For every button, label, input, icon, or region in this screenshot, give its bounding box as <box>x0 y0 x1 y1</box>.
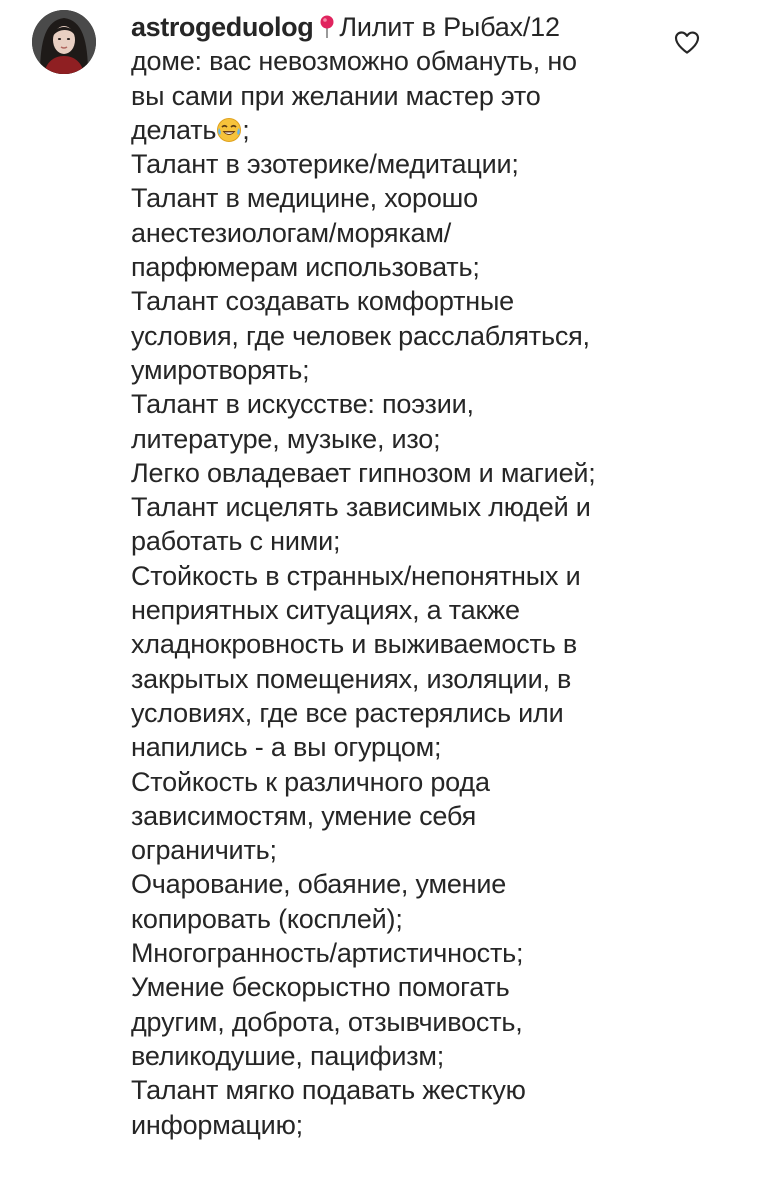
comment-text-line: Талант мягко подавать жесткую <box>131 1075 526 1106</box>
comment-text-line: Стойкость в странных/непонятных и <box>131 560 581 591</box>
comment-text-line: условиях, где все растерялись или <box>131 697 564 728</box>
comment-text-line: вы сами при желании мастер это <box>131 80 541 111</box>
comment-text-line: Умение бескорыстно помогать <box>131 972 510 1003</box>
comment-text-line: Талант в эзотерике/медитации; <box>131 149 519 180</box>
username-link[interactable]: astrogeduolog <box>131 12 314 42</box>
comment-text-line: условия, где человек расслабляться, <box>131 320 590 351</box>
comment-text-line: другим, доброта, отзывчивость, <box>131 1006 523 1037</box>
heart-outline-icon <box>672 27 702 57</box>
comment-body <box>131 10 691 1142</box>
comment-text-line: литературе, музыке, изо; <box>131 423 441 454</box>
comment-text-line: умиротворять; <box>131 354 310 385</box>
comment-text-line: парфюмерам использовать; <box>131 252 480 283</box>
comment-text-line: работать с ними; <box>131 526 341 557</box>
comment-text-line <box>131 113 691 147</box>
comment-header-line <box>131 10 691 44</box>
comment-text-line: Стойкость к различного рода <box>131 766 490 797</box>
comment-text-line: доме: вас невозможно обмануть, но <box>131 46 577 77</box>
comment-text-line: Очарование, обаяние, умение <box>131 869 507 900</box>
comment-text-fragment: делать <box>131 114 217 145</box>
round-pushpin-icon <box>319 13 335 37</box>
comment-text-line: информацию; <box>131 1109 303 1140</box>
comment-text-fragment: ; <box>242 114 250 145</box>
comment-text-line: Талант исцелять зависимых людей и <box>131 492 591 523</box>
comment-text-line: Талант в искусстве: поэзии, <box>131 389 474 420</box>
comment-text-line: неприятных ситуациях, а также <box>131 595 520 626</box>
comment-text-line: хладнокровность и выживаемость в <box>131 629 578 660</box>
tears-of-joy-emoji-icon <box>216 117 242 143</box>
comment-text-line: Легко овладевает гипнозом и магией; <box>131 457 596 488</box>
comment-text-line: копировать (косплей); <box>131 903 403 934</box>
comment-text-line: великодушие, пацифизм; <box>131 1040 445 1071</box>
avatar[interactable] <box>32 10 96 74</box>
avatar-photo <box>32 10 96 74</box>
comment-text-line: Талант создавать комфортные <box>131 286 514 317</box>
comment-text-line: анестезиологам/морякам/ <box>131 217 452 248</box>
comment-text-line: закрытых помещениях, изоляции, в <box>131 663 572 694</box>
comment-text-line: Лилит в Рыбах/12 <box>339 12 560 42</box>
comment-text-line: зависимостям, умение себя <box>131 800 477 831</box>
comment-text-line: напились - а вы огурцом; <box>131 732 442 763</box>
comment-text-line: ограничить; <box>131 835 277 866</box>
comment-text-line: Многогранность/артистичность; <box>131 938 524 969</box>
like-button[interactable] <box>672 27 702 57</box>
comment-text-line: Талант в медицине, хорошо <box>131 183 478 214</box>
